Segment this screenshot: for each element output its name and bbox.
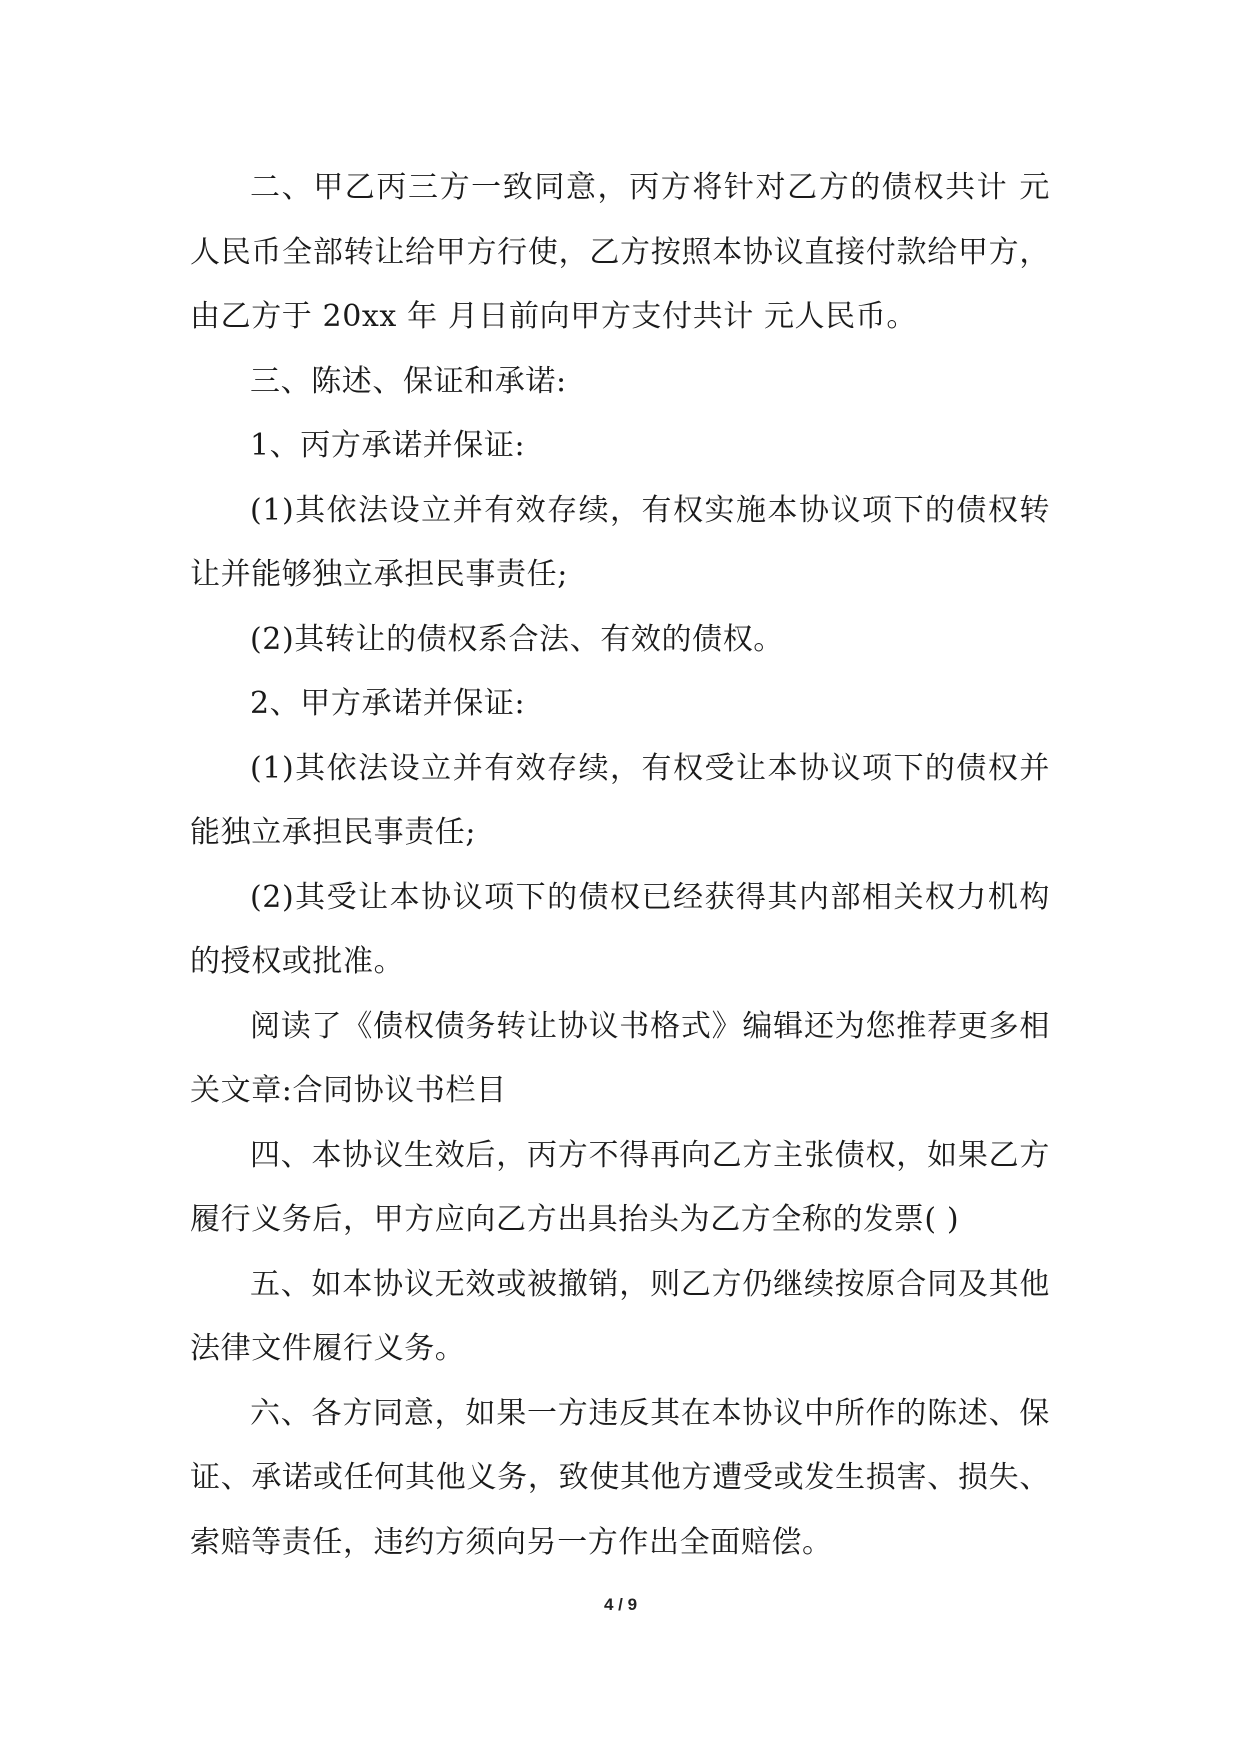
paragraph-clause-3-2-2: (2)其受让本协议项下的债权已经获得其内部相关权力机构的授权或批准。 (190, 879, 1050, 979)
page-number: 4 / 9 (603, 1595, 638, 1614)
paragraph-clause-3-1-1: (1)其依法设立并有效存续，有权实施本协议项下的债权转让并能够独立承担民事责任; (190, 492, 1050, 592)
document-body (190, 156, 1050, 1575)
paragraph-clause-3-heading: 三、陈述、保证和承诺: (250, 363, 567, 399)
paragraph-clause-4: 四、本协议生效后，丙方不得再向乙方主张债权，如果乙方履行义务后，甲方应向乙方出具抬头为乙方全称的发票( ) (190, 1137, 1050, 1237)
paragraph-clause-2: 二、甲乙丙三方一致同意，丙方将针对乙方的债权共计 元人民币全部转让给甲方行使，乙方按照本协议直接付款给甲方，由乙方于 20xx 年 月日前向甲方支付共计 元人民币。 (190, 170, 1050, 334)
paragraph-clause-6: 六、各方同意，如果一方违反其在本协议中所作的陈述、保证、承诺或任何其他义务，致使其他方遭受或发生损害、损失、索赔等责任，违约方须向另一方作出全面赔偿。 (190, 1395, 1050, 1560)
paragraph-recommendation: 阅读了《债权债务转让协议书格式》编辑还为您推荐更多相关文章:合同协议书栏目 (190, 1008, 1050, 1108)
paragraph-clause-3-1: 1、丙方承诺并保证: (250, 428, 526, 463)
paragraph-clause-3-2-1: (1)其依法设立并有效存续，有权受让本协议项下的债权并能独立承担民事责任; (190, 750, 1050, 850)
paragraph-clause-3-2: 2、甲方承诺并保证: (250, 686, 526, 721)
paragraph-clause-5: 五、如本协议无效或被撤销，则乙方仍继续按原合同及其他法律文件履行义务。 (190, 1266, 1050, 1366)
paragraph-clause-3-1-2: (2)其转让的债权系合法、有效的债权。 (250, 621, 784, 657)
